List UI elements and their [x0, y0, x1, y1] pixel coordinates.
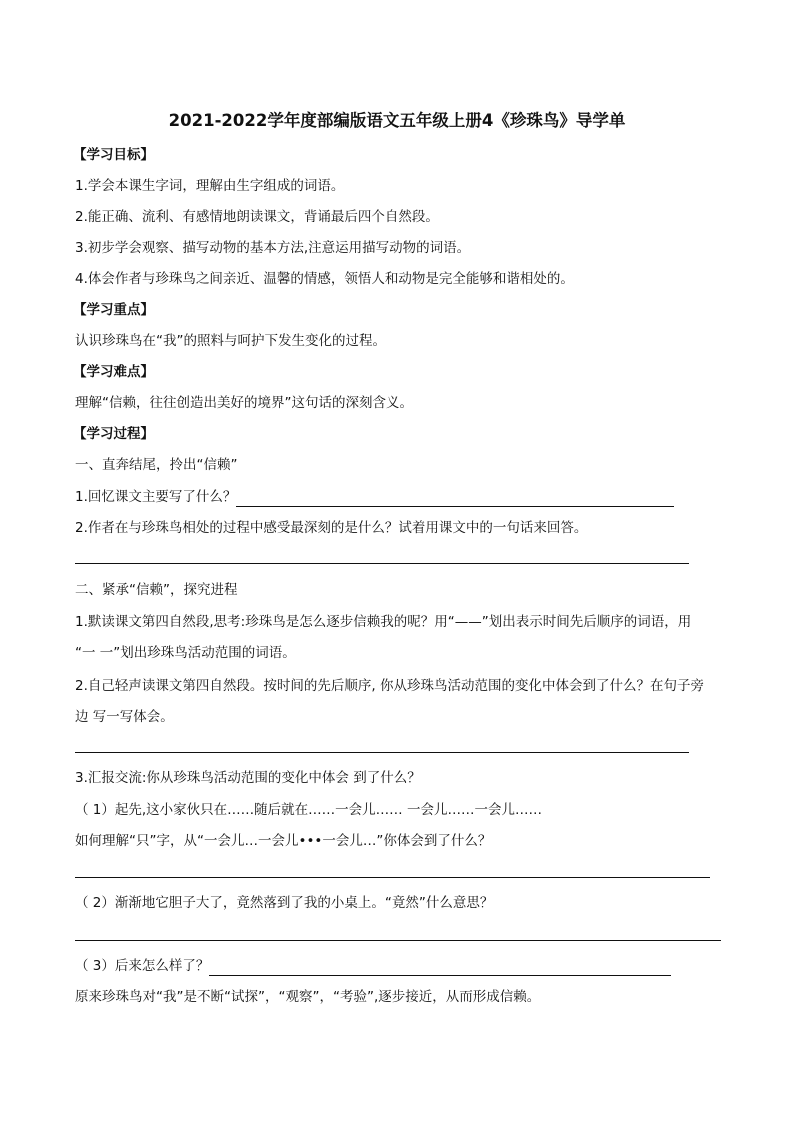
part2-title: 二、紧承“信赖”，探究进程: [75, 582, 238, 598]
answer-line[interactable]: [75, 563, 689, 564]
page-title: 2021-2022学年度部编版语文五年级上册4《珍珠鸟》导学单: [168, 111, 626, 130]
sub-question-2: （ 2）渐渐地它胆子大了，竟然落到了我的小桌上。“竟然”什么意思？: [75, 895, 494, 911]
objective-item-4: 4.体会作者与珍珠鸟之间亲近、温馨的情感，领悟人和动物是完全能够和谐相处的。: [75, 271, 574, 287]
focus-heading: 【学习重点】: [73, 302, 154, 318]
process-heading: 【学习过程】: [73, 426, 154, 442]
answer-blank[interactable]: [209, 959, 671, 976]
part1-question-2: 2.作者在与珍珠鸟相处的过程中感受最深刻的是什么？试着用课文中的一句话来回答。: [75, 520, 588, 536]
sub-question-1-line-2: 如何理解“只”字，从“一会儿…一会儿•••一会儿…”你体会到了什么？: [75, 833, 492, 849]
part2-question-1-line-1: 1.默读课文第四自然段,思考:珍珠鸟是怎么逐步信赖我的呢？用“——”划出表示时间先后顺序的词语，用: [75, 614, 692, 630]
difficulty-heading: 【学习难点】: [73, 364, 154, 380]
answer-line[interactable]: [75, 940, 721, 941]
sub-question-3-text: （ 3）后来怎么样了？: [75, 958, 210, 974]
objectives-heading: 【学习目标】: [73, 147, 154, 163]
answer-line[interactable]: [75, 877, 710, 878]
sub-question-1-line-1: （ 1）起先,这小家伙只在……随后就在……一会儿…… 一会儿……一会儿……: [75, 802, 542, 818]
focus-text: 认识珍珠鸟在“我”的照料与呵护下发生变化的过程。: [75, 333, 386, 349]
conclusion-text: 原来珍珠鸟对“我”是不断“试探”，“观察”，“考验”,逐步接近，从而形成信赖。: [75, 989, 541, 1005]
answer-blank[interactable]: [236, 490, 674, 507]
objective-item-1: 1.学会本课生字词，理解由生字组成的词语。: [75, 178, 345, 194]
part2-question-2-line-1: 2.自己轻声读课文第四自然段。按时间的先后顺序, 你从珍珠鸟活动范围的变化中体会到了什么？在句子旁: [75, 678, 704, 694]
part2-question-1-line-2: “一 一”划出珍珠鸟活动范围的词语。: [75, 645, 296, 661]
part1-question-1-text: 1.回忆课文主要写了什么？: [75, 489, 237, 505]
objective-item-3: 3.初步学会观察、描写动物的基本方法,注意运用描写动物的词语。: [75, 240, 471, 256]
difficulty-text: 理解“信赖，往往创造出美好的境界”这句话的深刻含义。: [75, 395, 413, 411]
sub-question-3: [75, 956, 671, 976]
part2-question-3: 3.汇报交流:你从珍珠鸟活动范围的变化中体会 到了什么？: [75, 770, 421, 786]
part1-title: 一、直奔结尾，拎出“信赖”: [75, 457, 238, 473]
part2-question-2-line-2: 边 写一写体会。: [75, 709, 174, 725]
part1-question-1: [75, 487, 674, 507]
answer-line[interactable]: [75, 752, 689, 753]
objective-item-2: 2.能正确、流利、有感情地朗读课文，背诵最后四个自然段。: [75, 209, 439, 225]
